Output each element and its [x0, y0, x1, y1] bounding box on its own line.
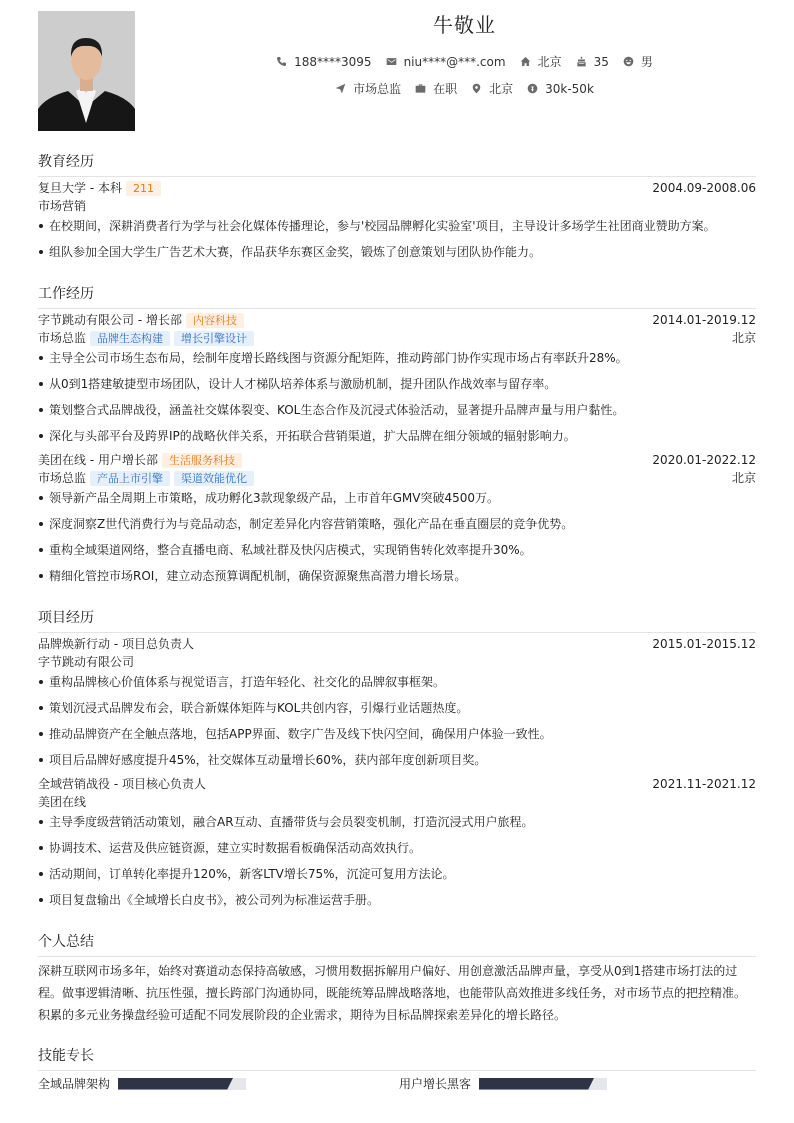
work-header: [38, 312, 756, 328]
work-bullet: 深化与头部平台及跨界IP的战略伙伴关系，开拓联合营销渠道，扩大品牌在细分领域的辐射影响力。: [38, 428, 756, 444]
briefcase-icon: [415, 83, 426, 94]
skill-tag: 渠道效能优化: [174, 471, 254, 486]
city-item: [520, 53, 562, 70]
project-header: [38, 776, 756, 792]
section-title-work: 工作经历: [38, 283, 756, 309]
industry-tag: 内容科技: [186, 313, 244, 328]
work-date: 2014.01-2019.12: [652, 313, 756, 327]
project-bullet: 项目后品牌好感度提升45%，社交媒体互动量增长60%，获内部年度创新项目奖。: [38, 752, 756, 768]
contact-row: [135, 53, 794, 70]
work-company: 字节跳动有限公司 - 增长部: [38, 313, 182, 327]
project-date: 2015.01-2015.12: [652, 637, 756, 651]
project-bullet: 策划沉浸式品牌发布会，联合新媒体矩阵与KOL共创内容，引爆行业话题热度。: [38, 700, 756, 716]
gender-item: [623, 53, 653, 70]
project-header: [38, 636, 756, 652]
skill-name: 全域品牌架构: [38, 1077, 111, 1091]
education-header: [38, 180, 756, 196]
summary-text: 深耕互联网市场多年，始终对赛道动态保持高敏感，习惯用数据拆解用户偏好、用创意激活品牌声量，享受从0到1搭建市场打法的过程。做事逻辑清晰、抗压性强，擅长跨部门沟通协同，既能统筹品牌战略落地，也能带队高效推进多线任务，对市场节点的把控精准。积累的多元业务操盘经验可适配不同发展阶段的企业需求，期待为目标品牌探索差异化的增长路径。: [38, 964, 747, 1022]
work-city: 北京: [731, 331, 756, 345]
school-tag: 211: [126, 181, 161, 196]
position-item: [335, 80, 401, 97]
skill-bar-fill: [118, 1078, 233, 1090]
work-header: [38, 452, 756, 468]
salary-text: 30k-50k: [545, 81, 594, 96]
work-role-row: [38, 470, 756, 486]
phone-icon: [276, 56, 287, 67]
school-name: 复旦大学 - 本科: [38, 181, 122, 195]
smile-icon: [623, 56, 634, 67]
phone-item: [276, 55, 371, 69]
phone-text: 188****3095: [294, 54, 372, 69]
email-item: [386, 55, 506, 69]
work-date: 2020.01-2022.12: [652, 453, 756, 467]
project-bullet: 活动期间，订单转化率提升120%，新客LTV增长75%，沉淀可复用方法论。: [38, 866, 756, 882]
education-bullet: 组队参加全国大学生广告艺术大赛，作品获华东赛区金奖，锻炼了创意策划与团队协作能力。: [38, 244, 756, 260]
skill-item: [399, 1075, 607, 1092]
work-title: 市场总监: [38, 331, 87, 345]
job-intent-row: [135, 80, 794, 97]
work-bullet: 精细化管控市场ROI，建立动态预算调配机制，确保资源聚焦高潜力增长场景。: [38, 568, 756, 584]
status-text: 在职: [433, 82, 458, 96]
project-bullet: 项目复盘输出《全域增长白皮书》，被公司列为标准运营手册。: [38, 892, 756, 908]
money-icon: [527, 83, 538, 94]
candidate-name: 牛敬业: [433, 13, 496, 37]
project-company: 字节跳动有限公司: [38, 655, 135, 669]
skill-bar: [118, 1078, 246, 1090]
home-icon: [520, 56, 531, 67]
project-bullet: 重构品牌核心价值体系与视觉语言，打造年轻化、社交化的品牌叙事框架。: [38, 674, 756, 690]
project-company-row: [38, 654, 756, 670]
section-title-summary: 个人总结: [38, 931, 756, 957]
salary-item: [527, 82, 594, 96]
section-title-education: 教育经历: [38, 151, 756, 177]
gender-text: 男: [640, 55, 653, 69]
industry-tag: 生活服务科技: [162, 453, 242, 468]
work-bullet: 主导全公司市场生态布局，绘制年度增长路线图与资源分配矩阵，推动跨部门协作实现市场占有率跃升28%。: [38, 350, 756, 366]
skill-tag: 增长引擎设计: [174, 331, 254, 346]
status-item: [415, 80, 457, 97]
work-company: 美团在线 - 用户增长部: [38, 453, 158, 467]
skill-tag: 品牌生态构建: [90, 331, 170, 346]
skill-bar-fill: [479, 1078, 594, 1090]
cake-icon: [576, 56, 587, 67]
skill-bar: [479, 1078, 607, 1090]
education-bullet: 在校期间，深耕消费者行为学与社会化媒体传播理论，参与'校园品牌孵化实验室'项目，主导设计多场学生社团商业赞助方案。: [38, 218, 756, 234]
location-pin-icon: [471, 83, 482, 94]
skill-tag: 产品上市引擎: [90, 471, 170, 486]
education-major-row: [38, 198, 756, 214]
section-title-project: 项目经历: [38, 607, 756, 633]
work-bullet: 领导新产品全周期上市策略，成功孵化3款现象级产品，上市首年GMV突破4500万。: [38, 490, 756, 506]
project-date: 2021.11-2021.12: [652, 777, 756, 791]
project-bullet: 推动品牌资产在全触点落地，包括APP界面、数字广告及线下快闪空间，确保用户体验一致性。: [38, 726, 756, 742]
expect-city-item: [471, 80, 513, 97]
age-item: [576, 55, 609, 69]
project-bullet: 主导季度级营销活动策划，融合AR互动、直播带货与会员裂变机制，打造沉浸式用户旅程。: [38, 814, 756, 830]
skill-item: [38, 1075, 246, 1092]
work-bullet: 策划整合式品牌战役，涵盖社交媒体裂变、KOL生态合作及沉浸式体验活动，显著提升品牌声量与用户黏性。: [38, 402, 756, 418]
work-bullet: 深度洞察Z世代消费行为与竞品动态，制定差异化内容营销策略，强化产品在垂直圈层的竞争优势。: [38, 516, 756, 532]
send-icon: [335, 83, 346, 94]
work-bullet: 重构全域渠道网络，整合直播电商、私域社群及快闪店模式，实现销售转化效率提升30%。: [38, 542, 756, 558]
age-text: 35: [593, 54, 609, 69]
project-name: 品牌焕新行动 - 项目总负责人: [38, 637, 194, 651]
profile-photo: [38, 11, 135, 131]
education-major: 市场营销: [38, 199, 87, 213]
mail-icon: [386, 56, 397, 67]
work-city: 北京: [731, 471, 756, 485]
email-text: niu****@***.com: [403, 54, 506, 69]
position-text: 市场总监: [353, 82, 402, 96]
work-role-row: [38, 330, 756, 346]
project-name: 全域营销战役 - 项目核心负责人: [38, 777, 206, 791]
expect-city-text: 北京: [489, 82, 514, 96]
city-text: 北京: [537, 55, 562, 69]
project-company-row: [38, 794, 756, 810]
work-bullet: 从0到1搭建敏捷型市场团队，设计人才梯队培养体系与激励机制，提升团队作战效率与留存率。: [38, 376, 756, 392]
work-title: 市场总监: [38, 471, 87, 485]
education-date: 2004.09-2008.06: [652, 181, 756, 195]
project-bullet: 协调技术、运营及供应链资源，建立实时数据看板确保活动高效执行。: [38, 840, 756, 856]
project-company: 美团在线: [38, 795, 87, 809]
skill-name: 用户增长黑客: [399, 1077, 472, 1091]
section-title-skills: 技能专长: [38, 1045, 756, 1071]
